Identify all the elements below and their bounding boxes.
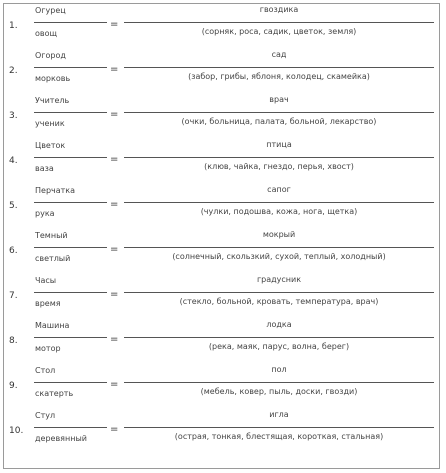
answer-line <box>124 157 434 158</box>
answer-options: (мебель, ковер, пыль, доски, гвозди) <box>200 387 358 396</box>
row-number: 1. <box>9 21 18 31</box>
answer-line <box>124 202 434 203</box>
pair-word-bottom: мотор <box>35 344 61 353</box>
analogy-row-8 <box>4 319 441 363</box>
equals-sign: = <box>110 109 119 120</box>
given-word: птица <box>266 140 292 149</box>
answer-options: (солнечный, скользкий, сухой, теплый, холодный) <box>172 252 386 261</box>
pair-word-bottom: ваза <box>35 164 54 173</box>
equals-sign: = <box>110 424 119 435</box>
given-word: мокрый <box>262 230 296 239</box>
answer-options: (очки, больница, палата, больной, лекарство) <box>181 117 377 126</box>
equals-sign: = <box>110 154 119 165</box>
pair-word-top: Машина <box>35 321 70 330</box>
pair-word-top: Стул <box>35 411 56 420</box>
pair-word-top: Огурец <box>35 6 66 15</box>
pair-word-bottom: время <box>35 299 61 308</box>
pair-word-bottom: овощ <box>35 29 58 38</box>
analogy-row-7 <box>4 274 441 318</box>
answer-line <box>124 247 434 248</box>
analogy-row-5 <box>4 184 441 228</box>
answer-line <box>124 337 434 338</box>
given-word: сапог <box>267 185 291 194</box>
given-word: пол <box>271 365 287 374</box>
fraction-line <box>34 292 107 293</box>
analogy-row-6 <box>4 229 441 273</box>
equals-sign: = <box>110 379 119 390</box>
row-number: 4. <box>9 156 18 166</box>
equals-sign: = <box>110 334 119 345</box>
given-word: игла <box>269 410 289 419</box>
equals-sign: = <box>110 289 119 300</box>
row-number: 2. <box>9 66 18 76</box>
analogy-row-4 <box>4 139 441 183</box>
row-number: 8. <box>9 336 18 346</box>
answer-line <box>124 22 434 23</box>
pair-word-top: Темный <box>35 231 68 240</box>
row-number: 6. <box>9 246 18 256</box>
answer-options: (забор, грибы, яблоня, колодец, скамейка) <box>188 72 370 81</box>
answer-options: (острая, тонкая, блестящая, короткая, стальная) <box>174 432 384 441</box>
answer-line <box>124 292 434 293</box>
answer-options: (река, маяк, парус, волна, берег) <box>208 342 350 351</box>
pair-word-top: Огород <box>35 51 66 60</box>
pair-word-top: Цветок <box>35 141 66 150</box>
answer-options: (стекло, больной, кровать, температура, врач) <box>179 297 379 306</box>
pair-word-bottom: скатерть <box>35 389 74 398</box>
pair-word-top: Учитель <box>35 96 70 105</box>
given-word: лодка <box>266 320 292 329</box>
given-word: врач <box>269 95 289 104</box>
fraction-line <box>34 427 107 428</box>
fraction-line <box>34 157 107 158</box>
pair-word-bottom: ученик <box>35 119 65 128</box>
fraction-line <box>34 202 107 203</box>
pair-word-bottom: рука <box>35 209 55 218</box>
fraction-line <box>34 247 107 248</box>
fraction-line <box>34 67 107 68</box>
equals-sign: = <box>110 64 119 75</box>
given-word: градусник <box>256 275 302 284</box>
answer-options: (сорняк, роса, садик, цветок, земля) <box>201 27 357 36</box>
answer-line <box>124 382 434 383</box>
answer-options: (чулки, подошва, кожа, нога, щетка) <box>200 207 358 216</box>
pair-word-bottom: деревянный <box>35 434 87 443</box>
equals-sign: = <box>110 244 119 255</box>
answer-line <box>124 112 434 113</box>
row-number: 3. <box>9 111 18 121</box>
analogy-row-2 <box>4 49 441 93</box>
analogy-row-9 <box>4 364 441 408</box>
answer-line <box>124 427 434 428</box>
answer-options: (клюв, чайка, гнездо, перья, хвост) <box>204 162 354 171</box>
fraction-line <box>34 22 107 23</box>
fraction-line <box>34 382 107 383</box>
analogy-row-3 <box>4 94 441 138</box>
analogies-worksheet <box>3 3 440 469</box>
answer-line <box>124 67 434 68</box>
pair-word-bottom: морковь <box>35 74 71 83</box>
pair-word-top: Перчатка <box>35 186 76 195</box>
analogy-row-10 <box>4 409 441 453</box>
fraction-line <box>34 112 107 113</box>
pair-word-bottom: светлый <box>35 254 71 263</box>
row-number: 10. <box>9 426 24 436</box>
row-number: 7. <box>9 291 18 301</box>
given-word: сад <box>271 50 287 59</box>
pair-word-top: Стол <box>35 366 56 375</box>
equals-sign: = <box>110 19 119 30</box>
pair-word-top: Часы <box>35 276 57 285</box>
given-word: гвоздика <box>259 5 299 14</box>
equals-sign: = <box>110 199 119 210</box>
fraction-line <box>34 337 107 338</box>
analogy-row-1 <box>4 4 441 48</box>
row-number: 5. <box>9 201 18 211</box>
row-number: 9. <box>9 381 18 391</box>
